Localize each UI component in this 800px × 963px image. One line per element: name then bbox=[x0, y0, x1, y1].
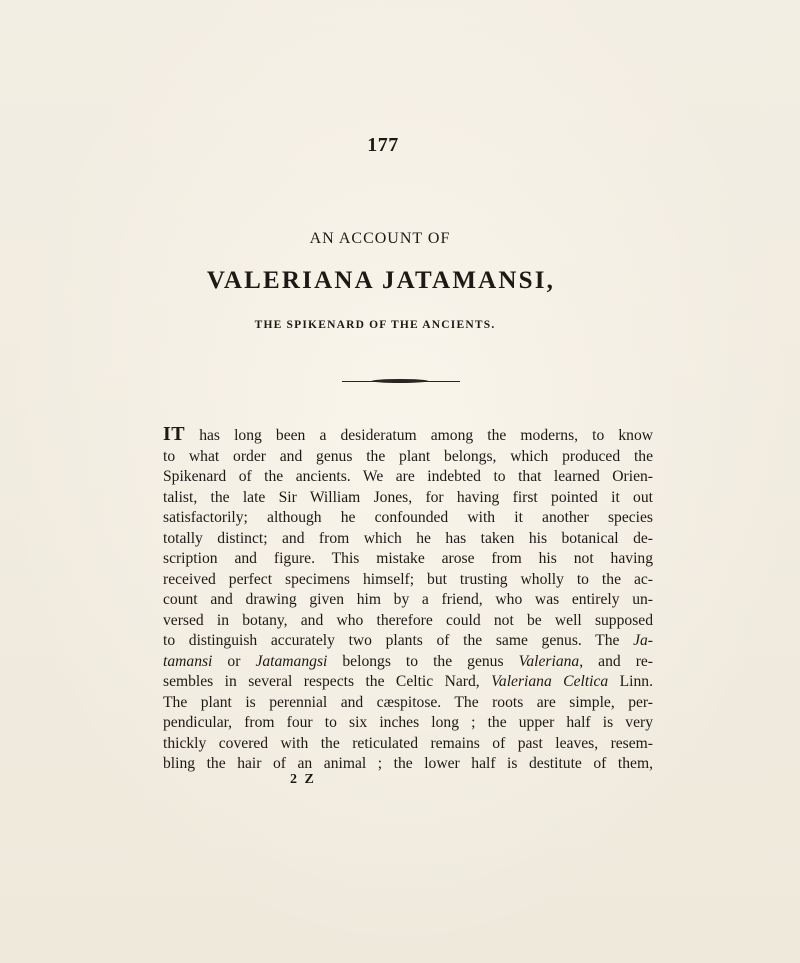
text-line: count and drawing given him by a friend, who was entirely un- bbox=[163, 591, 653, 608]
text-line: to distinguish accurately two plants of the same genus. The Ja- bbox=[163, 632, 653, 649]
title-kicker: AN ACCOUNT OF bbox=[309, 230, 451, 247]
text-line: IT has long been a desideratum among the moderns, to know bbox=[163, 423, 653, 445]
text-line: sembles in several respects the Celtic Nard, Valeriana Celtica Linn. bbox=[163, 673, 653, 690]
text-line: pendicular, from four to six inches long ; the upper half is very bbox=[163, 714, 653, 731]
text-line: The plant is perennial and cæspitose. The roots are simple, per- bbox=[163, 693, 653, 711]
text-line: versed in botany, and who therefore could not be well supposed bbox=[163, 611, 653, 629]
drop-cap: IT bbox=[163, 423, 186, 445]
text-line: bling the hair of an animal ; the lower half is destitute of them, bbox=[163, 755, 653, 772]
page-number: 177 bbox=[367, 134, 399, 156]
text-line: totally distinct; and from which he has taken his botanical de- bbox=[163, 529, 653, 547]
text-line: talist, the late Sir William Jones, for having first pointed it out bbox=[163, 488, 653, 506]
text-line: to what order and genus the plant belongs, which produced the bbox=[163, 447, 653, 465]
text-line: tamansi or Jatamangsi belongs to the genus Valeriana, and re- bbox=[163, 652, 653, 670]
text-line: Spikenard of the ancients. We are indebted to that learned Orien- bbox=[163, 468, 653, 485]
text-line: scription and figure. This mistake arose from his not having bbox=[163, 550, 653, 567]
body-paragraph bbox=[163, 424, 653, 775]
text-line: thickly covered with the reticulated remains of past leaves, resem- bbox=[163, 734, 653, 752]
decorative-rule-swell bbox=[372, 379, 428, 383]
text-line: received perfect specimens himself; but trusting wholly to the ac- bbox=[163, 570, 653, 588]
page-subtitle: THE SPIKENARD OF THE ANCIENTS. bbox=[254, 319, 496, 331]
signature-mark: 2 Z bbox=[290, 772, 316, 787]
page-title: VALERIANA JATAMANSI, bbox=[206, 267, 556, 294]
text-line: satisfactorily; although he confounded with it another species bbox=[163, 509, 653, 526]
